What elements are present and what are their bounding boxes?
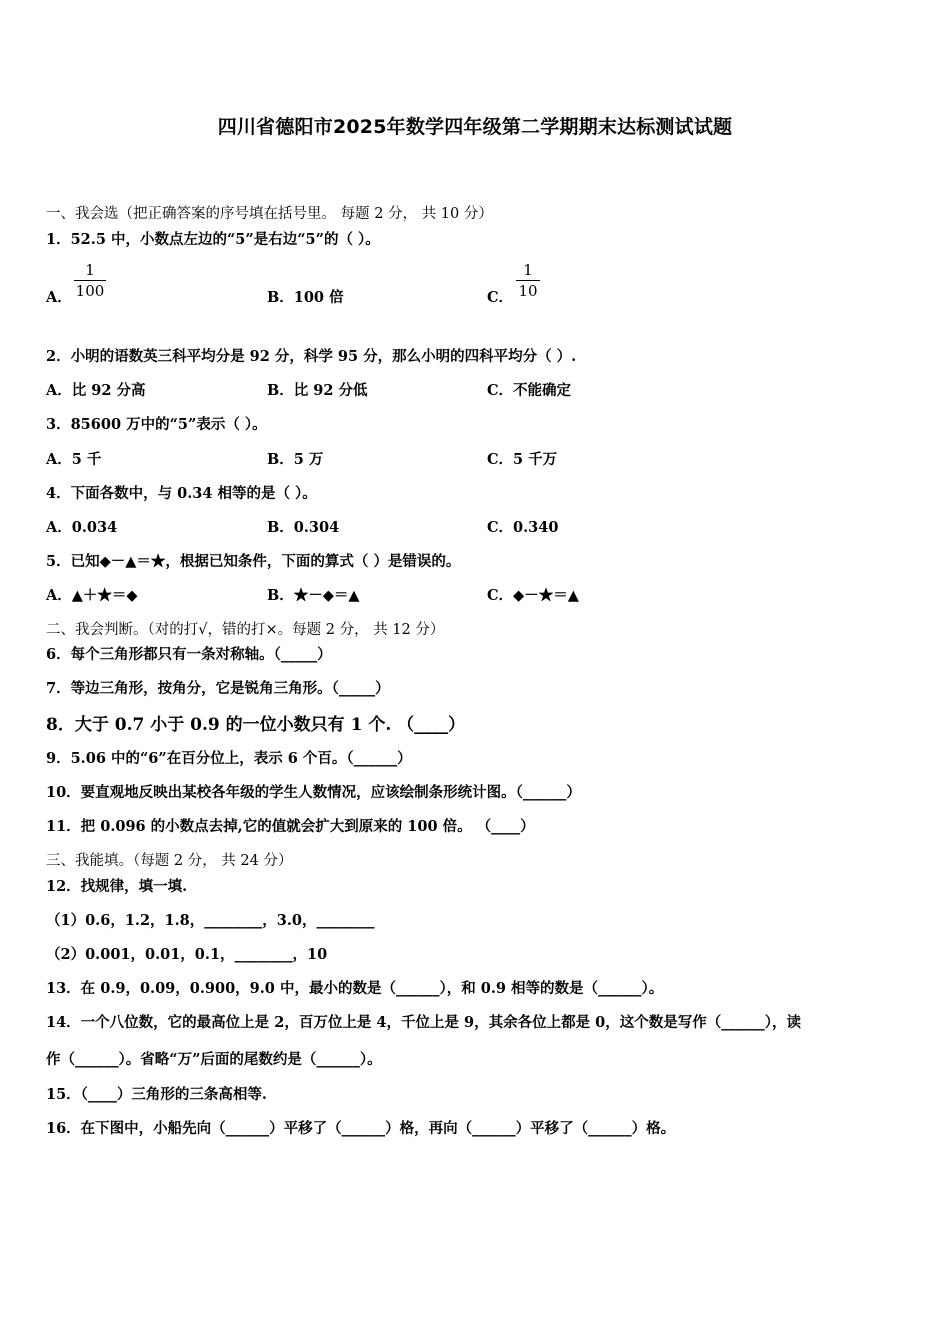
question-12-part-1: （1）0.6，1.2，1.8，________，3.0，________ bbox=[46, 912, 375, 929]
question-14-line-1: 14．一个八位数，它的最高位上是 2，百万位上是 4，千位上是 9，其余各位上都是 0，这个数是写作（______），读 bbox=[46, 1014, 801, 1031]
question-7: 7．等边三角形，按角分，它是锐角三角形。（_____） bbox=[46, 680, 390, 697]
q5-option-a: A．▲＋★＝◆ bbox=[46, 587, 138, 604]
q1-option-a-fraction bbox=[74, 260, 106, 301]
q1-c-numerator: 1 bbox=[523, 261, 533, 279]
q1-option-b: B．100 倍 bbox=[267, 289, 344, 306]
question-13: 13．在 0.9，0.09，0.900，9.0 中，最小的数是（______），和 0.9 相等的数是（______）。 bbox=[46, 980, 664, 997]
question-15: 15．（____）三角形的三条高相等. bbox=[46, 1086, 267, 1103]
question-6: 6．每个三角形都只有一条对称轴。（_____） bbox=[46, 646, 332, 663]
question-12-part-2: （2）0.001，0.01，0.1，________，10 bbox=[46, 946, 328, 963]
q3-option-b: B．5 万 bbox=[267, 451, 324, 468]
q2-option-c: C．不能确定 bbox=[487, 382, 572, 399]
question-14-line-2: 作（______）。省略“万”后面的尾数约是（______）。 bbox=[46, 1051, 382, 1068]
question-1-stem: 1．52.5 中，小数点左边的“5”是右边“5”的（ ）。 bbox=[46, 231, 380, 248]
question-12: 12．找规律，填一填. bbox=[46, 878, 188, 895]
question-8: 8．大于 0.7 小于 0.9 的一位小数只有 1 个. （____） bbox=[46, 715, 466, 735]
page-title: 四川省德阳市2025年数学四年级第二学期期末达标测试试题 bbox=[217, 116, 733, 138]
q4-option-b: B．0.304 bbox=[267, 519, 340, 536]
q2-option-a: A．比 92 分高 bbox=[46, 382, 146, 399]
q1-option-c-label: C． bbox=[487, 289, 514, 306]
section-1-heading: 一、我会选（把正确答案的序号填在括号里。 每题 2 分， 共 10 分） bbox=[46, 206, 493, 222]
q4-option-a: A．0.034 bbox=[46, 519, 118, 536]
q1-a-numerator: 1 bbox=[85, 261, 95, 279]
q1-option-a-label: A． bbox=[46, 289, 72, 306]
question-2-stem: 2．小明的语数英三科平均分是 92 分，科学 95 分，那么小明的四科平均分（ ）. bbox=[46, 348, 577, 365]
q3-option-a: A．5 千 bbox=[46, 451, 102, 468]
section-3-heading: 三、我能填。（每题 2 分， 共 24 分） bbox=[46, 853, 293, 869]
question-3-stem: 3．85600 万中的“5”表示（ ）。 bbox=[46, 416, 267, 433]
q5-option-c: C．◆－★＝▲ bbox=[487, 587, 579, 604]
q1-option-c-fraction bbox=[516, 260, 540, 301]
q1-a-denominator: 100 bbox=[75, 282, 105, 300]
q5-option-b: B．★－◆＝▲ bbox=[267, 587, 360, 604]
q4-option-c: C．0.340 bbox=[487, 519, 559, 536]
question-10: 10．要直观地反映出某校各年级的学生人数情况，应该绘制条形统计图。（______） bbox=[46, 784, 581, 801]
question-16: 16．在下图中，小船先向（______）平移了（______）格，再向（______）平移了（______）格。 bbox=[46, 1120, 676, 1137]
section-2-heading: 二、我会判断。（对的打√，错的打×。每题 2 分， 共 12 分） bbox=[46, 622, 445, 638]
q3-option-c: C．5 千万 bbox=[487, 451, 558, 468]
q1-c-denominator: 10 bbox=[518, 282, 538, 300]
question-11: 11．把 0.096 的小数点去掉,它的值就会扩大到原来的 100 倍。 （____） bbox=[46, 818, 535, 835]
question-4-stem: 4．下面各数中，与 0.34 相等的是（ ）。 bbox=[46, 485, 317, 502]
question-9: 9．5.06 中的“6”在百分位上，表示 6 个百。（______） bbox=[46, 750, 412, 767]
question-5-stem: 5．已知◆－▲＝★，根据已知条件，下面的算式（ ）是错误的。 bbox=[46, 553, 461, 570]
q2-option-b: B．比 92 分低 bbox=[267, 382, 368, 399]
